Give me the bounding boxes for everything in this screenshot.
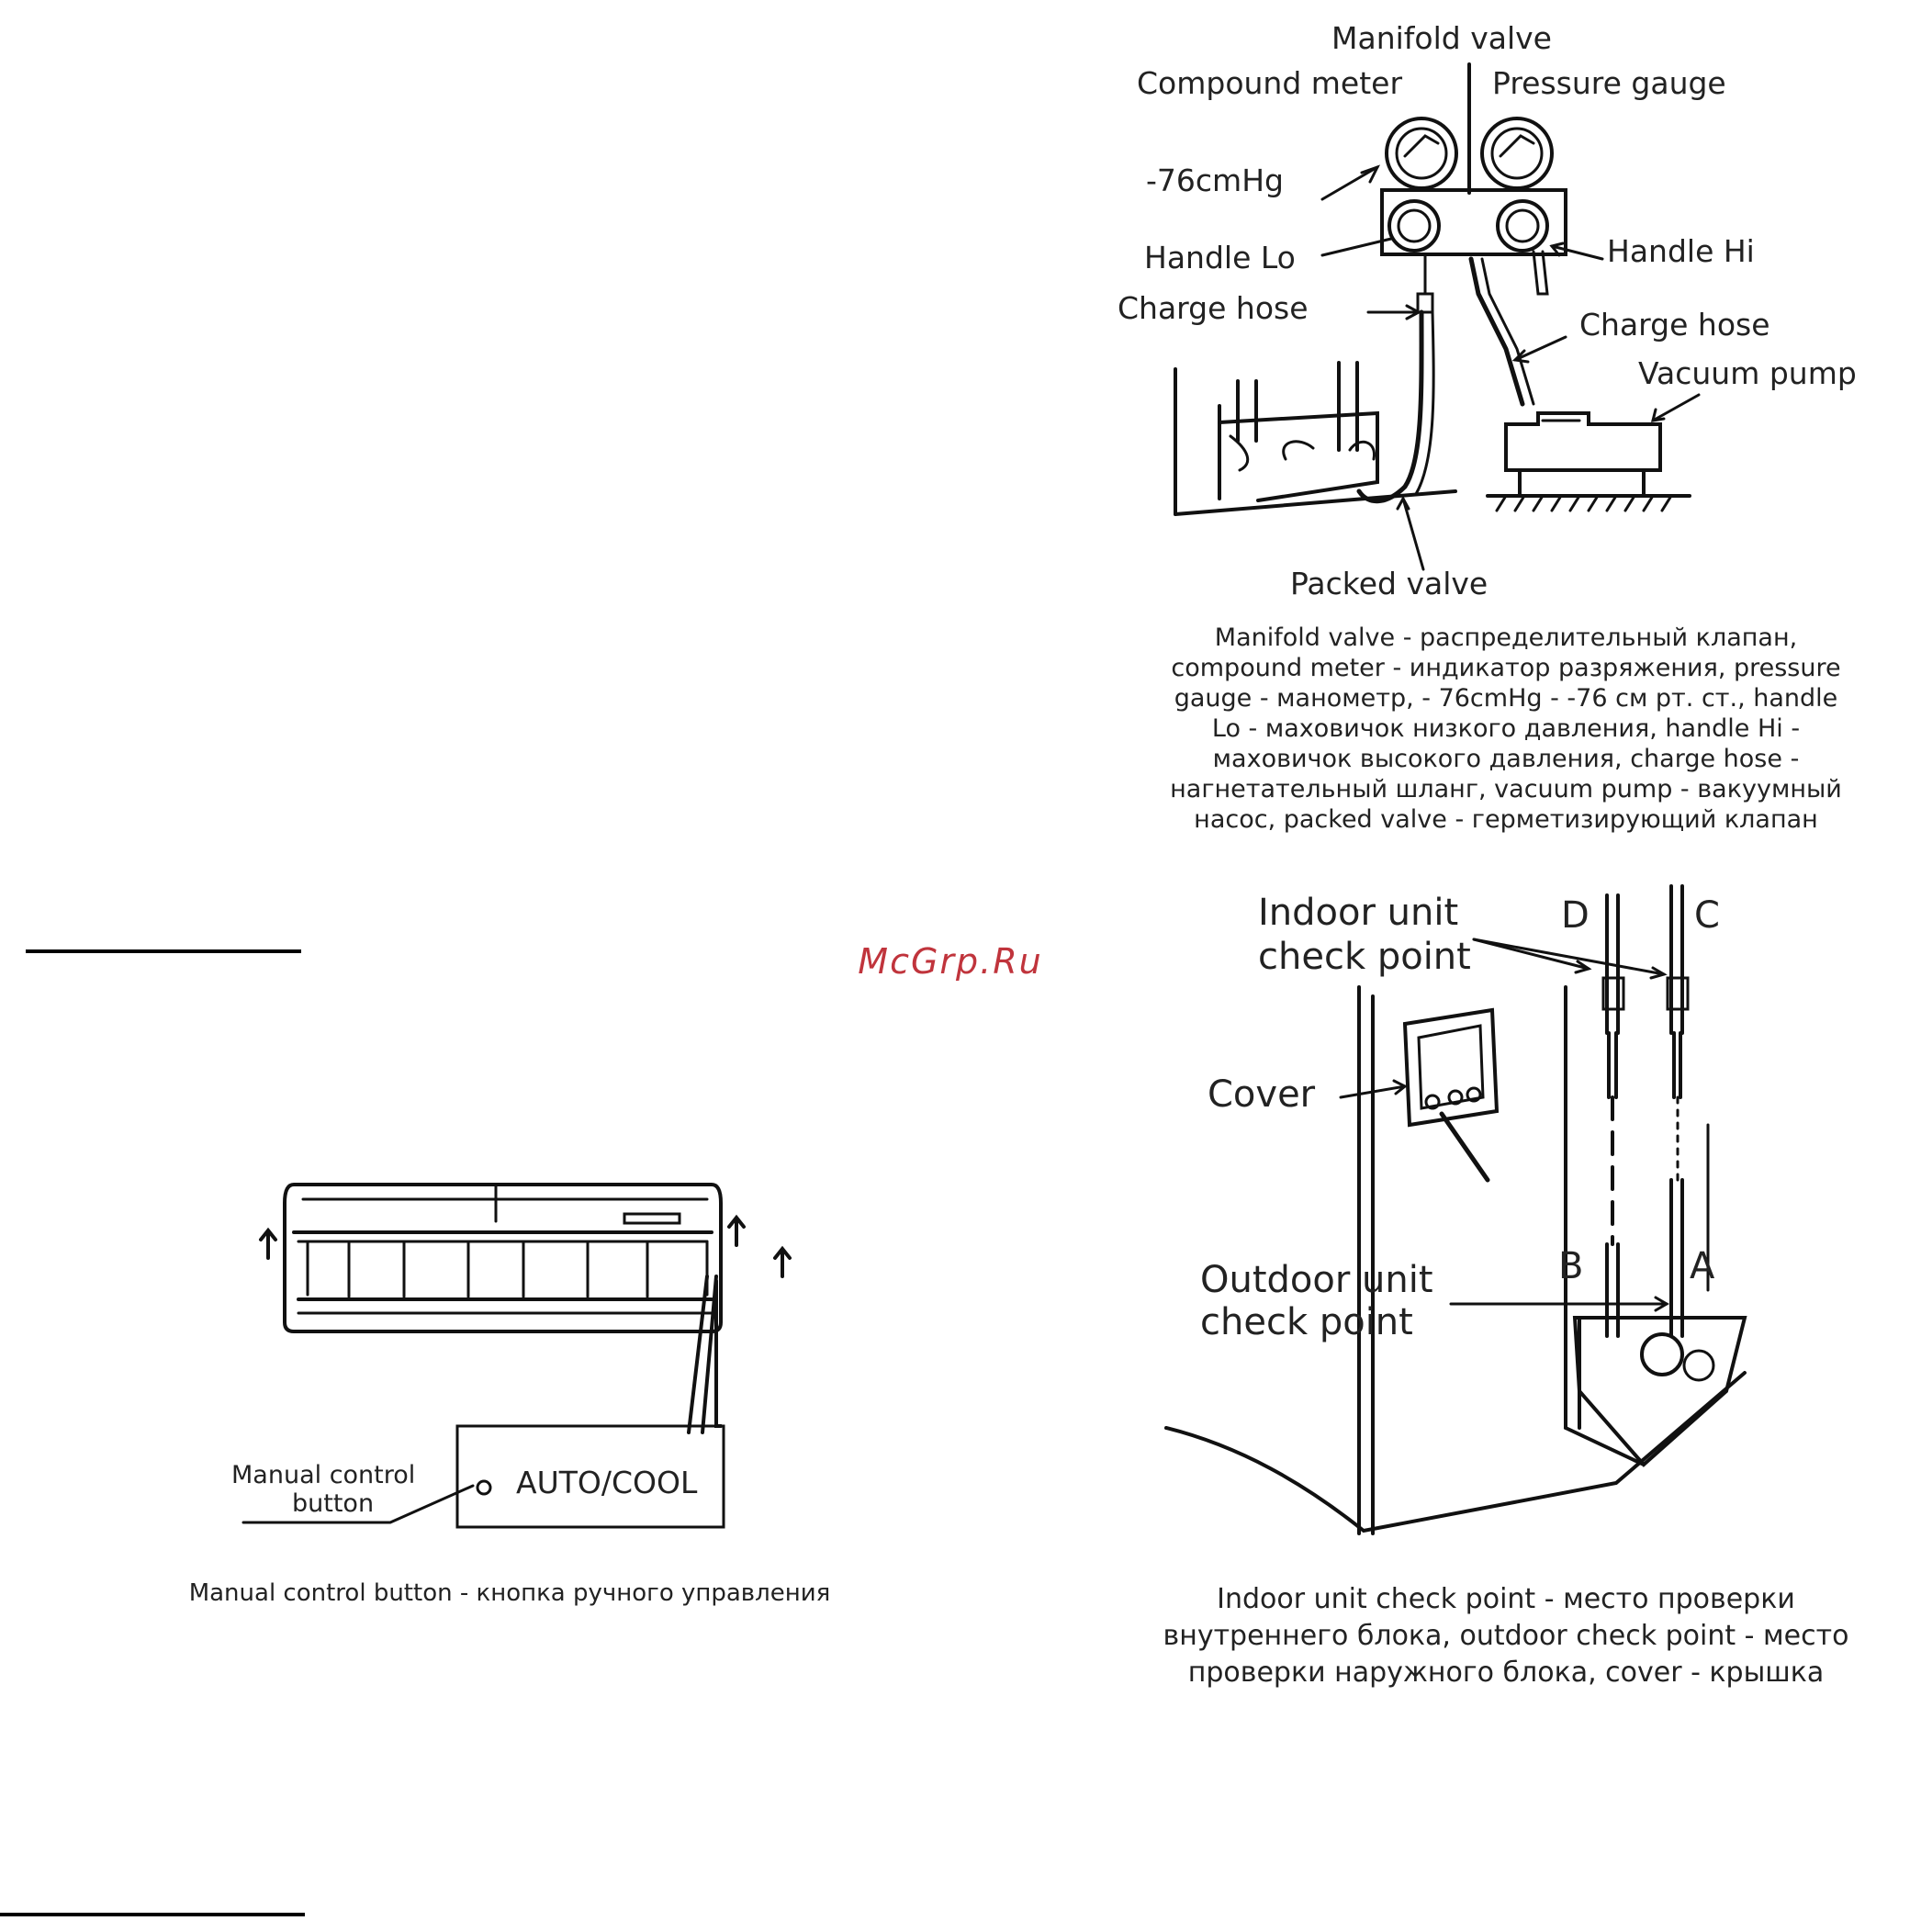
caption-line: Manifold valve - распределительный клапан,: [1214, 623, 1798, 652]
outdoor-check-point-label-line2: check point: [1200, 1301, 1413, 1343]
point-a-label: A: [1690, 1245, 1715, 1287]
cover-label: Cover: [1208, 1073, 1316, 1116]
point-d-label: D: [1561, 894, 1590, 937]
manual-control-label-line1: Manual control: [231, 1461, 416, 1489]
manual-control-label-line2: button: [292, 1489, 375, 1518]
manifold-valve-diagram: [1102, 18, 1910, 606]
manifold-valve-label: Manifold valve: [1331, 20, 1552, 56]
caption-line: внутреннего блока, outdoor check point - место: [1163, 1620, 1849, 1652]
check-point-caption: [1102, 1581, 1910, 1691]
point-c-label: C: [1694, 894, 1720, 937]
vacuum-pump-label: Vacuum pump: [1638, 355, 1857, 391]
auto-cool-panel-text: AUTO/COOL: [516, 1465, 698, 1500]
charge-hose-right-label: Charge hose: [1579, 307, 1770, 343]
point-b-label: B: [1558, 1245, 1584, 1287]
check-point-diagram: [1102, 877, 1910, 1556]
packed-valve-label: Packed valve: [1290, 566, 1488, 601]
compound-meter-label: Compound meter: [1137, 65, 1403, 101]
caption-line: нагнетательный шланг, vacuum pump - вакуумный: [1170, 775, 1842, 803]
pressure-gauge-label: Pressure gauge: [1492, 65, 1726, 101]
handle-hi-label: Handle Hi: [1607, 233, 1755, 269]
handle-lo-label: Handle Lo: [1144, 240, 1296, 275]
caption-line: проверки наружного блока, cover - крышка: [1187, 1657, 1825, 1689]
caption-line: Indoor unit check point - место проверки: [1217, 1583, 1795, 1615]
indoor-check-point-label-line1: Indoor unit: [1258, 892, 1459, 934]
watermark: McGrp.Ru: [858, 941, 1043, 982]
section-divider-top: [26, 949, 301, 953]
charge-hose-left-label: Charge hose: [1118, 290, 1309, 326]
indoor-unit-diagram: [220, 1166, 790, 1533]
caption-line: Lo - маховичок низкого давления, handle Hi -: [1211, 714, 1801, 743]
caption-line: gauge - манометр, - 76cmHg - -76 см рт. ст., handle: [1174, 684, 1838, 713]
indoor-check-point-label-line2: check point: [1258, 936, 1471, 978]
caption-line: маховичок высокого давления, charge hose -: [1212, 745, 1800, 773]
caption-line: compound meter - индикатор разряжения, pressure: [1171, 654, 1841, 682]
manual-control-caption: Manual control button - кнопка ручного управления: [188, 1579, 831, 1607]
manifold-caption: [1102, 623, 1910, 835]
vacuum-reading-label: -76cmHg: [1146, 163, 1284, 198]
caption-line: насос, packed valve - герметизирующий клапан: [1194, 805, 1818, 834]
section-divider-bottom: [0, 1913, 305, 1916]
outdoor-check-point-label-line1: Outdoor unit: [1200, 1259, 1433, 1301]
